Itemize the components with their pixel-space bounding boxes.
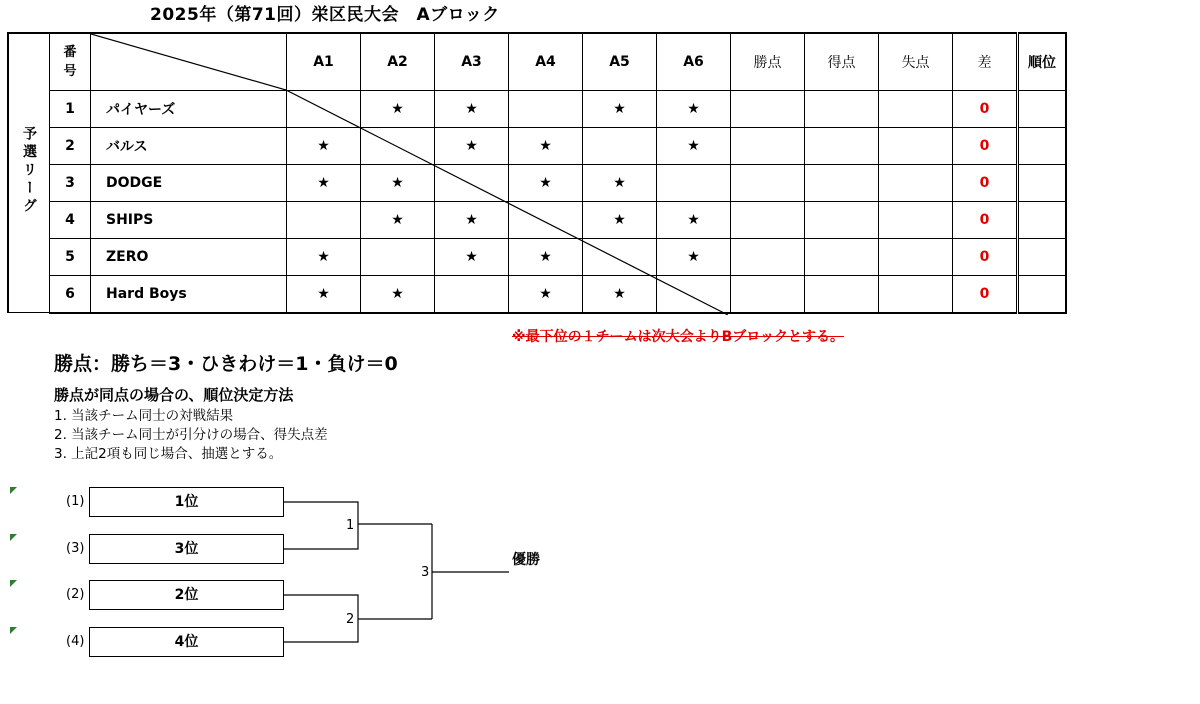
tiebreak-rule: 2. 当該チーム同士が引分けの場合、得失点差 <box>54 427 328 443</box>
points-rule: 勝点：勝ち＝3・ひきわけ＝1・負け＝0 <box>54 353 398 375</box>
difference-header: 差 <box>953 33 1018 91</box>
match-mark: ★ <box>435 202 509 239</box>
stage-label-cell <box>8 33 50 313</box>
match-number: 3 <box>421 565 430 580</box>
match-mark: ★ <box>361 165 435 202</box>
match-mark: ★ <box>287 165 361 202</box>
team-number: 5 <box>50 239 91 276</box>
win-points-cell <box>731 128 805 165</box>
win-points-header: 勝点 <box>731 33 805 91</box>
win-points-cell <box>731 276 805 313</box>
match-mark: ★ <box>657 128 731 165</box>
match-mark: ★ <box>657 202 731 239</box>
difference-cell: 0 <box>953 165 1018 202</box>
goals-against-cell <box>879 202 953 239</box>
match-mark: ★ <box>435 91 509 128</box>
flag-marker-icon <box>10 487 17 494</box>
match-mark: ★ <box>287 276 361 313</box>
opponent-header: A2 <box>361 33 435 91</box>
match-mark: ★ <box>509 276 583 313</box>
opponent-header: A5 <box>583 33 657 91</box>
opponent-header: A1 <box>287 33 361 91</box>
self-match-diagonal <box>284 89 728 315</box>
match-mark: ★ <box>583 91 657 128</box>
rank-cell <box>1018 202 1067 239</box>
difference-cell: 0 <box>953 239 1018 276</box>
match-mark: ★ <box>657 239 731 276</box>
match-mark: ★ <box>509 239 583 276</box>
team-number: 2 <box>50 128 91 165</box>
team-name: Hard Boys <box>91 276 287 313</box>
flag-marker-icon <box>10 580 17 587</box>
tiebreak-rule: 3. 上記2項も同じ場合、抽選とする。 <box>54 446 283 462</box>
goals-against-cell <box>879 276 953 313</box>
seed-label: (1) <box>66 494 85 509</box>
match-number: 1 <box>346 518 355 533</box>
team-name: DODGE <box>91 165 287 202</box>
win-points-cell <box>731 239 805 276</box>
tiebreak-rule: 1. 当該チーム同士の対戦結果 <box>54 408 234 424</box>
difference-cell: 0 <box>953 91 1018 128</box>
match-mark: ★ <box>361 91 435 128</box>
match-mark: ★ <box>583 165 657 202</box>
diagonal-header-cell <box>91 33 287 91</box>
page-title: 2025年（第71回）栄区民大会 Aブロック <box>150 5 500 25</box>
header-diagonal-line <box>91 34 286 90</box>
team-name: パイヤーズ <box>91 91 287 128</box>
goals-against-cell <box>879 91 953 128</box>
goals-against-cell <box>879 165 953 202</box>
rank-header: 順位 <box>1018 33 1067 91</box>
match-mark: ★ <box>361 202 435 239</box>
tiebreak-heading: 勝点が同点の場合の、順位決定方法 <box>54 386 294 404</box>
match-mark: ★ <box>287 128 361 165</box>
table-header-row <box>8 33 1066 91</box>
team-number: 6 <box>50 276 91 313</box>
match-mark: ★ <box>657 91 731 128</box>
seed-label: (4) <box>66 634 85 649</box>
bracket-lines <box>284 495 514 645</box>
win-points-cell <box>731 91 805 128</box>
match-mark: ★ <box>287 239 361 276</box>
team-name: SHIPS <box>91 202 287 239</box>
match-mark: ★ <box>435 128 509 165</box>
stage-label: 予選リーグ <box>21 126 37 216</box>
goals-against-cell <box>879 128 953 165</box>
team-number: 3 <box>50 165 91 202</box>
rank-cell <box>1018 239 1067 276</box>
team-number: 1 <box>50 91 91 128</box>
team-name: バルス <box>91 128 287 165</box>
goals-against-header: 失点 <box>879 33 953 91</box>
match-mark: ★ <box>583 202 657 239</box>
difference-cell: 0 <box>953 202 1018 239</box>
goals-for-cell <box>805 91 879 128</box>
goals-for-cell <box>805 276 879 313</box>
goals-against-cell <box>879 239 953 276</box>
flag-marker-icon <box>10 534 17 541</box>
relegation-note: ※最下位の１チームは次大会よりBブロックとする。 <box>512 329 844 345</box>
rank-cell <box>1018 128 1067 165</box>
seed-label: (2) <box>66 587 85 602</box>
goals-for-cell <box>805 128 879 165</box>
number-header: 番号 <box>50 33 91 91</box>
match-mark: ★ <box>435 239 509 276</box>
seed-box: 1位 <box>89 487 284 517</box>
goals-for-header: 得点 <box>805 33 879 91</box>
match-mark: ★ <box>509 128 583 165</box>
seed-label: (3) <box>66 541 85 556</box>
opponent-header: A3 <box>435 33 509 91</box>
match-mark: ★ <box>583 276 657 313</box>
champion-label: 優勝 <box>512 552 540 568</box>
match-number: 2 <box>346 612 355 627</box>
seed-box: 4位 <box>89 627 284 657</box>
match-mark: ★ <box>361 276 435 313</box>
team-number: 4 <box>50 202 91 239</box>
seed-box: 2位 <box>89 580 284 610</box>
goals-for-cell <box>805 165 879 202</box>
goals-for-cell <box>805 202 879 239</box>
seed-box: 3位 <box>89 534 284 564</box>
goals-for-cell <box>805 239 879 276</box>
difference-cell: 0 <box>953 128 1018 165</box>
match-mark: ★ <box>509 165 583 202</box>
win-points-cell <box>731 202 805 239</box>
team-name: ZERO <box>91 239 287 276</box>
opponent-header: A4 <box>509 33 583 91</box>
difference-cell: 0 <box>953 276 1018 313</box>
rank-cell <box>1018 91 1067 128</box>
rank-cell <box>1018 276 1067 313</box>
rank-cell <box>1018 165 1067 202</box>
opponent-header: A6 <box>657 33 731 91</box>
flag-marker-icon <box>10 627 17 634</box>
win-points-cell <box>731 165 805 202</box>
